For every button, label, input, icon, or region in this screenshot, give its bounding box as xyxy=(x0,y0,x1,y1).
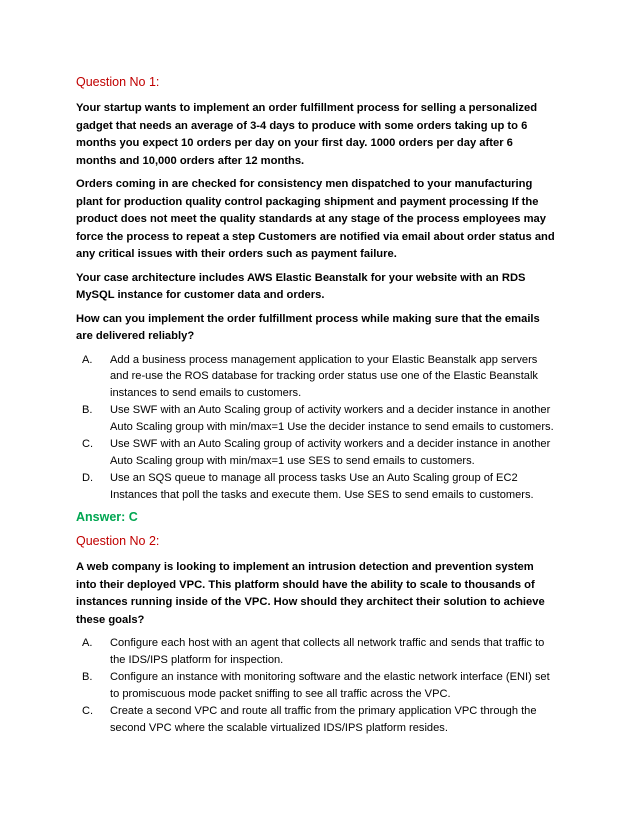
question-1-paragraph: Your startup wants to implement an order fulfillment process for selling a personalized gadget that needs an average of 3-4 days to produce with some orders taking up to 6 months you expect 10 orders per day on your first day. 1000 orders per day after 6 months and 10,000 orders after 12 months. xyxy=(76,102,538,167)
question-1-prompt: How can you implement the order fulfillment process while making sure that the emails are delivered reliably? xyxy=(76,312,540,342)
option-letter: C. xyxy=(82,438,94,450)
option-text: Configure an instance with monitoring software and the elastic network interface (ENI) set to promiscuous mode packet sniffing to see all traffic across the VPC. xyxy=(110,671,550,700)
question-2-option-b xyxy=(76,669,556,702)
option-text: Configure each host with an agent that collects all network traffic and sends that traffic to the IDS/IPS platform for inspection. xyxy=(110,637,545,666)
option-letter: B. xyxy=(82,671,93,683)
question-1-option-c xyxy=(76,436,556,469)
question-2-prompt: A web company is looking to implement an intrusion detection and prevention system into their deployed VPC. This platform should have the ability to scale to thousands of instances running inside of the VPC. How should they architect their solution to achieve these goals? xyxy=(76,561,545,626)
question-1-option-d xyxy=(76,470,556,503)
question-1-heading: Question No 1: xyxy=(76,75,160,89)
option-letter: A. xyxy=(82,637,93,649)
question-1-answer: Answer: C xyxy=(76,510,138,524)
option-letter: B. xyxy=(82,404,93,416)
option-text: Create a second VPC and route all traffic from the primary application VPC through the second VPC where the scalable virtualized IDS/IPS platform resides. xyxy=(110,705,537,734)
question-1-option-a xyxy=(76,352,556,402)
question-1-paragraph: Orders coming in are checked for consistency men dispatched to your manufacturing plant for production quality control packaging shipment and payment processing If the product does not meet the quality standards at any stage of the process employees may force the process to repeat a step Customers are notified via email about order status and any critical issues with their orders such as payment failure. xyxy=(76,178,555,260)
option-letter: A. xyxy=(82,353,93,366)
option-text: Add a business process management application to your Elastic Beanstalk app servers and re-use the ROS database for tracking order status use one of the Elastic Beanstalk instances to send emails to customers. xyxy=(110,353,538,399)
question-2-heading: Question No 2: xyxy=(76,534,160,548)
question-1-paragraph: Your case architecture includes AWS Elastic Beanstalk for your website with an RDS MySQL instance for customer data and orders. xyxy=(76,271,526,301)
option-letter: C. xyxy=(82,705,94,717)
question-2-option-a xyxy=(76,635,556,668)
question-2-options xyxy=(76,635,556,736)
option-text: Use an SQS queue to manage all process tasks Use an Auto Scaling group of EC2 Instances that poll the tasks and execute them. Use SES to send emails to customers. xyxy=(110,472,534,501)
question-2-option-c xyxy=(76,703,556,736)
option-text: Use SWF with an Auto Scaling group of activity workers and a decider instance in another Auto Scaling group with min/max=1 Use the decider instance to send emails to customers. xyxy=(110,404,554,433)
question-1-option-b xyxy=(76,402,556,435)
document-page xyxy=(76,70,556,742)
option-letter: D. xyxy=(82,472,94,484)
option-text: Use SWF with an Auto Scaling group of activity workers and a decider instance in another Auto Scaling group with min/max=1 use SES to send emails to customers. xyxy=(110,438,551,467)
question-1-options xyxy=(76,352,556,504)
